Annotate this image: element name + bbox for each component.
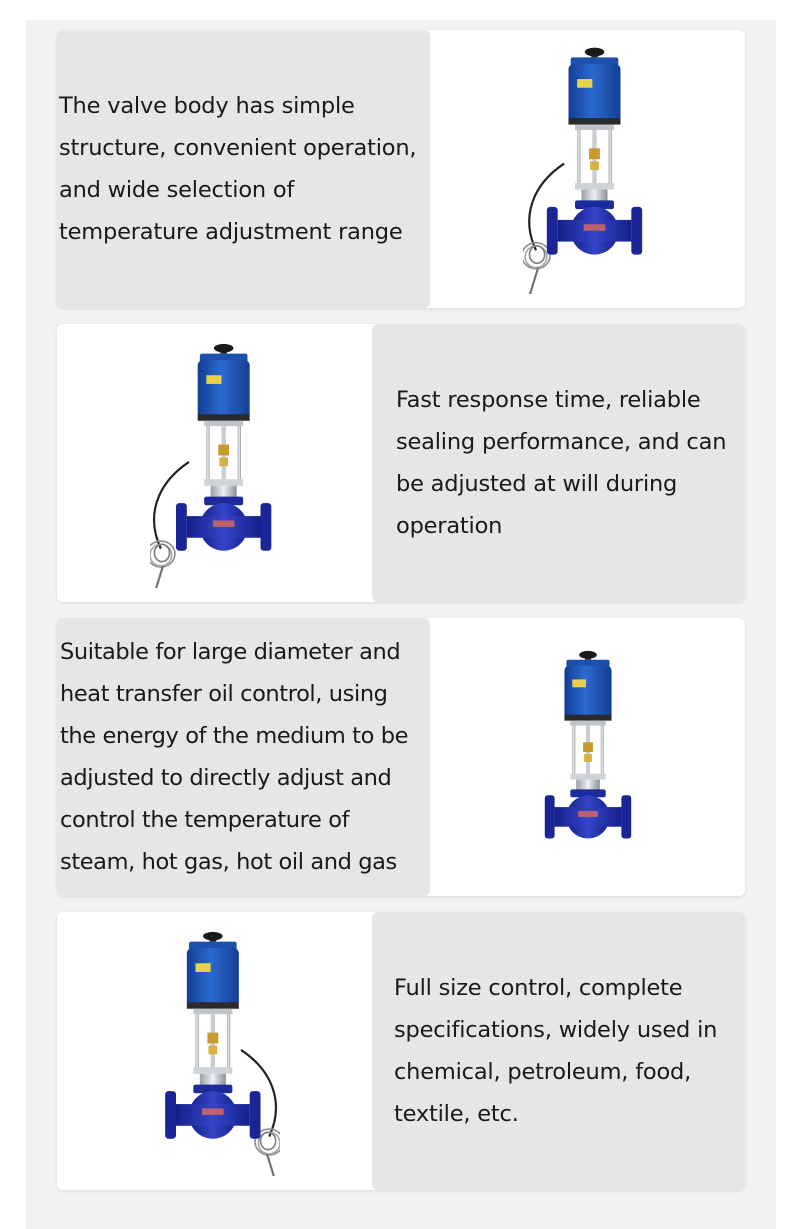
- feature-description: Fast response time, reliable sealing performance, and can be adjusted at will during operation: [396, 387, 727, 539]
- feature-card-2: [57, 324, 745, 602]
- feature-card-4: [57, 912, 745, 1190]
- feature-text-box: [372, 324, 745, 602]
- feature-description: Full size control, complete specifications, widely used in chemical, petroleum, food, textile, etc.: [394, 975, 718, 1127]
- electric-temperature-control-valve-icon: [430, 30, 745, 308]
- feature-card-1: [57, 30, 745, 308]
- electric-temperature-control-valve-icon: [57, 912, 372, 1190]
- electric-control-valve-icon: [430, 618, 745, 896]
- feature-description: Suitable for large diameter and heat transfer oil control, using the energy of the medium to be adjusted to directly adjust and control the temperature of steam, hot gas, hot oil and gas: [60, 639, 409, 875]
- feature-description: The valve body has simple structure, convenient operation, and wide selection of temperature adjustment range: [59, 93, 417, 245]
- feature-text-box: [57, 30, 430, 308]
- feature-text-box: [372, 912, 745, 1190]
- feature-card-3: [57, 618, 745, 896]
- feature-text-box: [57, 618, 430, 896]
- electric-temperature-control-valve-icon: [57, 324, 372, 602]
